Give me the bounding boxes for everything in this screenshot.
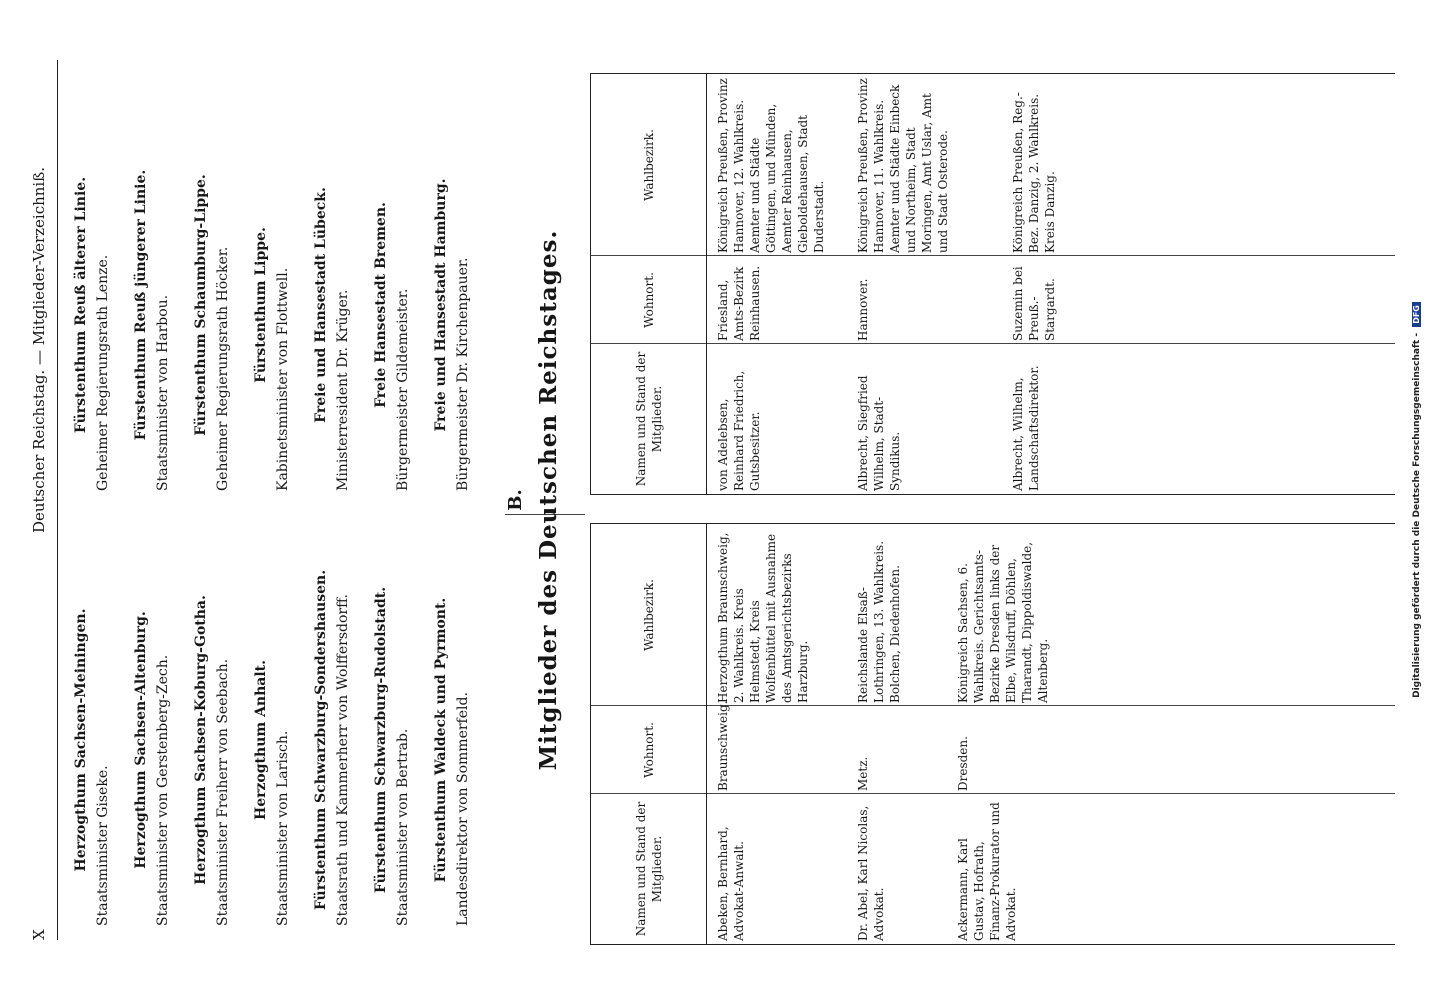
official-name: Staatsrath und Kammerherr von Wolffersdorff. xyxy=(335,593,351,926)
header-name: Namen und Stand der Mitglieder. xyxy=(633,351,664,487)
official-name: Landesdirektor von Sommerfeld. xyxy=(455,692,471,926)
governments-column-left xyxy=(70,550,490,930)
state-heading: Fürstenthum Schwarzburg-Sondershausen. xyxy=(313,569,329,911)
member-residence: Hannover. xyxy=(856,278,870,341)
government-entry xyxy=(190,115,234,495)
header-residence: Wohnort. xyxy=(641,272,656,328)
state-heading: Fürstenthum Schwarzburg-Rudolstadt. xyxy=(373,586,389,894)
member-residence: Braunschweig. xyxy=(716,700,730,791)
government-entry xyxy=(310,115,354,495)
header-rule xyxy=(57,60,58,940)
official-name: Geheimer Regierungsrath Höcker. xyxy=(215,246,231,491)
member-residence: Suzemin bei Preuß.-Stargardt. xyxy=(1011,266,1057,341)
official-name: Staatsminister Freiherr von Seebach. xyxy=(215,658,231,926)
header-name: Namen und Stand der Mitglieder. xyxy=(633,801,664,937)
state-heading: Herzogthum Sachsen-Meiningen. xyxy=(73,608,89,872)
government-entry xyxy=(250,550,294,930)
government-entry xyxy=(70,115,114,495)
official-name: Ministerresident Dr. Krüger. xyxy=(335,289,351,491)
official-name: Staatsminister von Bertrab. xyxy=(395,728,411,926)
member-district: Königreich Sachsen, 6. Wahlkreis. Gerichtsamts-Bezirke Dresden links der Elbe, Wilsdruff, Döhlen, Tharandt, Dippoldiswalde, Altenberg. xyxy=(956,541,1050,703)
official-name: Bürgermeister Gildemeister. xyxy=(395,288,411,491)
member-name: Dr. Abel, Karl Nicolas, Advokat. xyxy=(856,805,886,941)
state-heading: Fürstenthum Schaumburg-Lippe. xyxy=(193,174,209,436)
column-rule xyxy=(590,343,1395,344)
official-name: Kabinetsminister von Flottwell. xyxy=(275,267,291,491)
digitization-note xyxy=(1412,0,1422,1000)
member-district: Reichslande Elsaß-Lothringen, 13. Wahlkreis. Bolchen, Diedenhofen. xyxy=(856,540,902,703)
members-table-right xyxy=(590,73,1395,495)
table-header xyxy=(590,74,707,494)
member-name: Ackermann, Karl Gustav, Hofrath, Finanz-Prokurator und Advokat. xyxy=(956,802,1018,941)
member-district: Herzogthum Braunschweig, 2. Wahlkreis. Kreis Helmstedt, Kreis Wolfenbüttel mit Ausnahme des Amtsgerichtsbezirks Harzburg. xyxy=(716,532,810,703)
member-name: Albrecht, Siegfried Wilhelm, Stadt-Syndikus. xyxy=(856,375,902,491)
government-entry xyxy=(70,550,114,930)
government-entry xyxy=(430,115,474,495)
government-entry xyxy=(130,550,174,930)
member-residence: Metz. xyxy=(856,756,870,791)
header-district: Wahlbezirk. xyxy=(641,129,656,201)
government-entry xyxy=(190,550,234,930)
official-name: Staatsminister von Larisch. xyxy=(275,730,291,926)
state-heading: Freie und Hansestadt Hamburg. xyxy=(433,178,449,432)
official-name: Staatsminister Giseke. xyxy=(95,765,111,926)
state-heading: Herzogthum Anhalt. xyxy=(253,659,269,821)
member-district: Königreich Preußen, Provinz Hannover, 12. Wahlkreis. Aemter und Städte Göttingen, und Münden, Aemter Reinhausen, Gieboldehausen, Stadt Duderstadt. xyxy=(716,78,826,253)
official-name: Bürgermeister Dr. Kirchenpauer. xyxy=(455,257,471,491)
digitization-text: Digitalisierung gefördert durch die Deutsche Forschungsgemeinschaft - xyxy=(1412,332,1422,698)
member-name: Albrecht, Wilhelm, Landschaftsdirektor. xyxy=(1011,365,1041,491)
government-entry xyxy=(130,115,174,495)
section-letter: B. xyxy=(505,489,526,511)
state-heading: Fürstenthum Waldeck und Pyrmont. xyxy=(433,597,449,883)
table-header xyxy=(590,524,707,944)
members-table-left xyxy=(590,523,1395,945)
state-heading: Fürstenthum Reuß älterer Linie. xyxy=(73,176,89,434)
member-district: Königreich Preußen, Provinz Hannover, 11. Wahlkreis. Aemter und Städte Einbeck und Northeim, Stadt Moringen, Amt Uslar, Amt und Stadt Osterode. xyxy=(856,78,950,253)
government-entry xyxy=(430,550,474,930)
member-residence: Dresden. xyxy=(956,736,970,791)
official-name: Staatsminister von Harbou. xyxy=(155,294,171,491)
governments-column-right xyxy=(70,115,490,495)
column-rule xyxy=(590,255,1395,256)
state-heading: Freie und Hansestadt Lübeck. xyxy=(313,187,329,423)
government-entry xyxy=(310,550,354,930)
state-heading: Herzogthum Sachsen-Altenburg. xyxy=(133,611,149,869)
page-number: X xyxy=(30,929,48,940)
government-entry xyxy=(370,115,414,495)
dfg-logo: DFG xyxy=(1412,302,1421,327)
government-entry xyxy=(370,550,414,930)
section-title: Mitglieder des Deutschen Reichstages. xyxy=(535,229,562,771)
official-name: Staatsminister von Gerstenberg-Zech. xyxy=(155,654,171,926)
state-heading: Fürstenthum Reuß jüngerer Linie. xyxy=(133,169,149,441)
header-residence: Wohnort. xyxy=(641,722,656,778)
header-title: Deutscher Reichstag. — Mitglieder-Verzeichniß. xyxy=(30,166,48,534)
header-district: Wahlbezirk. xyxy=(641,579,656,651)
official-name: Geheimer Regierungsrath Lenze. xyxy=(95,254,111,491)
state-heading: Herzogthum Sachsen-Koburg-Gotha. xyxy=(193,595,209,885)
member-district: Königreich Preußen, Reg.-Bez. Danzig, 2. Wahlkreis. Kreis Danzig. xyxy=(1011,92,1057,253)
state-heading: Fürstenthum Lippe. xyxy=(253,227,269,383)
running-header xyxy=(30,60,52,940)
member-name: von Adelebsen, Reinhard Friedrich, Gutsbesitzer. xyxy=(716,370,762,491)
member-name: Abeken, Bernhard, Advokat-Anwalt. xyxy=(716,826,746,941)
member-residence: Friesland, Amts-Bezirk Reinhausen. xyxy=(716,265,762,341)
state-heading: Freie Hansestadt Bremen. xyxy=(373,202,389,408)
government-entry xyxy=(250,115,294,495)
